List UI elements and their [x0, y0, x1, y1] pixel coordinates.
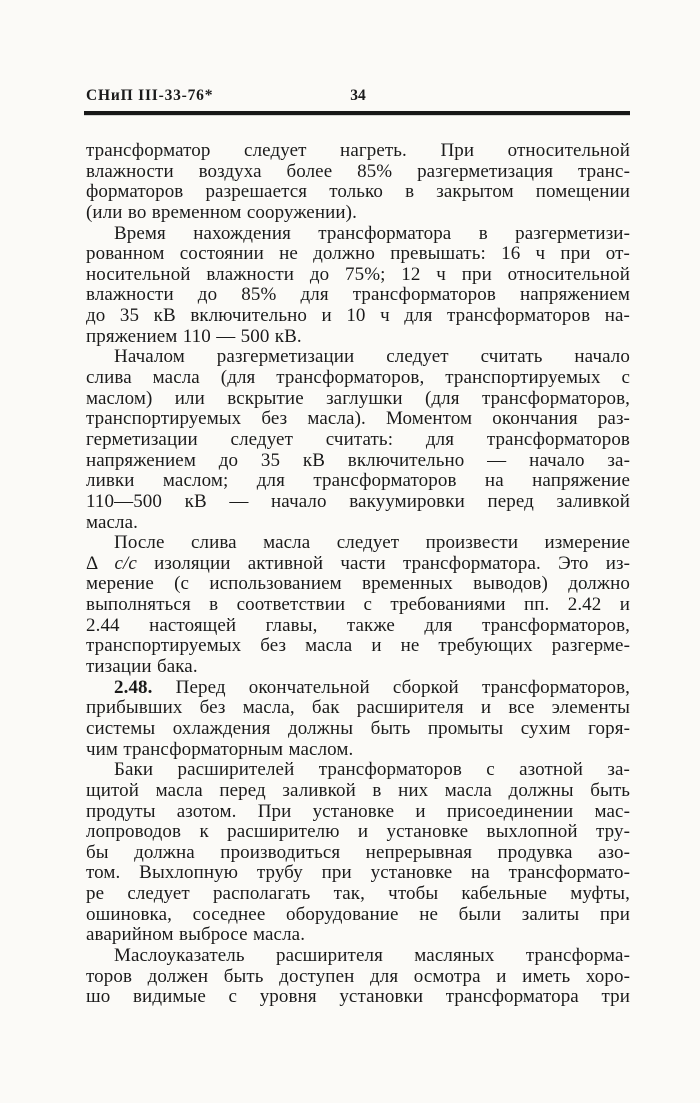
paragraph	[86, 533, 630, 677]
text-line: влажности воздуха более 85% разгерметизация транс-	[86, 160, 630, 182]
text-line: чим трансформаторным маслом.	[86, 738, 354, 760]
paragraph	[86, 347, 630, 533]
text-line: системы охлаждения должны быть промыты сухим горя-	[86, 717, 630, 739]
text-line: 2.48. Перед окончательной сборкой трансформаторов,	[114, 676, 630, 698]
text-line: лопроводов к расширителю и установке выхлопной тру-	[86, 821, 630, 843]
text-line: пряжением 110 — 500 кВ.	[86, 325, 302, 347]
text-line: носительной влажности до 75%; 12 ч при относительной	[86, 263, 630, 285]
text-line: ливки маслом; для трансформаторов на напряжение	[86, 470, 630, 492]
text-line: шо видимые с уровня установки трансформатора три	[86, 986, 630, 1008]
text-line: 2.44 настоящей главы, также для трансформаторов,	[86, 614, 630, 636]
text-line: выполняться в соответствии с требованиями пп. 2.42 и	[86, 594, 630, 616]
text-line: форматоров разрешается только в закрытом помещении	[86, 181, 630, 203]
text-line: маслом) или вскрытие заглушки (для трансформаторов,	[86, 387, 630, 409]
text-line: транспортируемых без масла). Моментом окончания раз-	[86, 408, 630, 430]
paragraph	[86, 760, 630, 946]
text-block	[86, 141, 630, 1008]
text-line: рованном состоянии не должно превышать: 16 ч при от-	[86, 243, 630, 265]
text-line: напряжением до 35 кВ включительно — начало за-	[86, 449, 630, 471]
text-line: После слива масла следует произвести измерение	[114, 532, 630, 554]
text-line: щитой масла перед заливкой в них масла должны быть	[86, 779, 630, 801]
text-line: прибывших без масла, бак расширителя и все элементы	[86, 697, 630, 719]
text-line: (или во временном сооружении).	[86, 201, 357, 223]
text-line: масла.	[86, 511, 139, 533]
header-rule	[84, 111, 630, 115]
paragraph	[86, 224, 630, 348]
text-line: торов должен быть доступен для осмотра и иметь хоро-	[86, 965, 630, 987]
text-line: до 35 кВ включительно и 10 ч для трансформаторов на-	[86, 305, 630, 327]
text-line: Баки расширителей трансформаторов с азотной за-	[114, 759, 630, 781]
page-header	[86, 87, 630, 109]
paragraph	[86, 141, 630, 224]
text-line: Время нахождения трансформатора в разгерметизи-	[114, 222, 630, 244]
text-line: ошиновка, соседнее оборудование не были залиты при	[86, 903, 630, 925]
text-line: Началом разгерметизации следует считать начало	[114, 346, 630, 368]
text-line: трансформатор следует нагреть. При относительной	[86, 140, 630, 161]
text-line: Маслоуказатель расширителя масляных трансформа-	[114, 944, 630, 966]
text-line: влажности до 85% для трансформаторов напряжением	[86, 284, 630, 306]
document-code: СНиП III-33-76*	[86, 87, 214, 104]
text-line: продуты азотом. При установке и присоединении мас-	[86, 800, 630, 822]
text-line: герметизации следует считать: для трансформаторов	[86, 428, 630, 450]
paragraph	[86, 946, 630, 1008]
text-line: мерение (с использованием временных выводов) должно	[86, 573, 630, 595]
text-line: тизации бака.	[86, 656, 198, 678]
text-line: Δ c/c изоляции активной части трансформатора. Это из-	[86, 552, 630, 574]
paragraph	[86, 678, 630, 761]
text-line: бы должна производиться непрерывная продувка азо-	[86, 841, 630, 863]
text-line: 110—500 кВ — начало вакуумировки перед заливкой	[86, 490, 630, 512]
text-line: том. Выхлопную трубу при установке на трансформато-	[86, 862, 630, 884]
text-line: транспортируемых без масла и не требующих разгерме-	[86, 635, 630, 657]
text-line: слива масла (для трансформаторов, транспортируемых с	[86, 367, 630, 389]
text-line: ре следует располагать так, чтобы кабельные муфты,	[86, 883, 630, 905]
text-line: аварийном выбросе масла.	[86, 924, 306, 946]
page-number: 34	[350, 87, 366, 104]
